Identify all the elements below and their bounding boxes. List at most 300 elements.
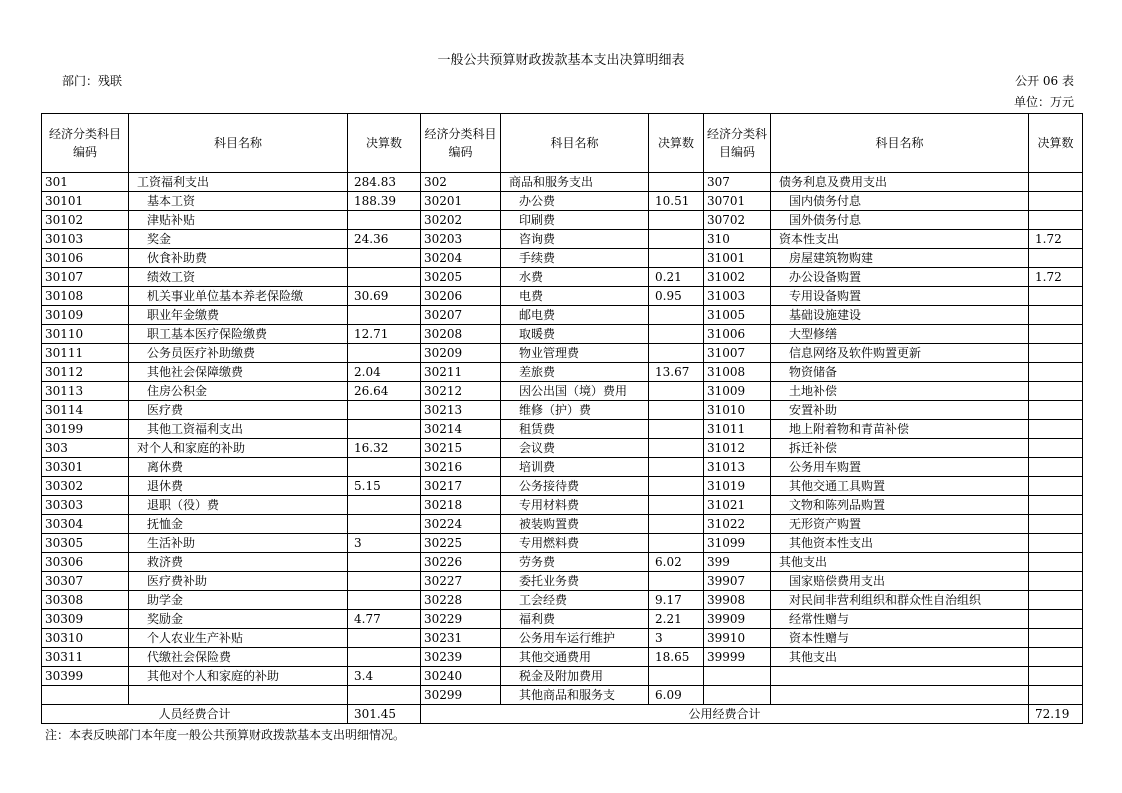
- code-cell: 30215: [421, 439, 501, 458]
- name-cell: 医疗费补助: [129, 572, 348, 591]
- name-cell: 公务用车购置: [771, 458, 1029, 477]
- table-row: [42, 496, 1083, 515]
- name-cell: 对个人和家庭的补助: [129, 439, 348, 458]
- code-cell: 30109: [42, 306, 129, 325]
- table-row: [42, 477, 1083, 496]
- name-cell: 物资储备: [771, 363, 1029, 382]
- name-cell: 办公设备购置: [771, 268, 1029, 287]
- amount-cell: 16.32: [348, 439, 421, 458]
- col-header-amount: 决算数: [348, 114, 421, 173]
- name-cell: 奖金: [129, 230, 348, 249]
- col-header-name: 科目名称: [771, 114, 1029, 173]
- code-cell: 30102: [42, 211, 129, 230]
- name-cell: 印刷费: [501, 211, 649, 230]
- name-cell: 物业管理费: [501, 344, 649, 363]
- code-cell: 30217: [421, 477, 501, 496]
- name-cell: 安置补助: [771, 401, 1029, 420]
- code-cell: 30216: [421, 458, 501, 477]
- name-cell: 住房公积金: [129, 382, 348, 401]
- code-cell: 30108: [42, 287, 129, 306]
- amount-cell: 2.21: [649, 610, 704, 629]
- name-cell: 退职（役）费: [129, 496, 348, 515]
- name-cell: 个人农业生产补贴: [129, 629, 348, 648]
- code-cell: 31008: [704, 363, 771, 382]
- code-cell: 31003: [704, 287, 771, 306]
- amount-cell: [649, 249, 704, 268]
- amount-cell: 24.36: [348, 230, 421, 249]
- code-cell: 39908: [704, 591, 771, 610]
- code-cell: 30103: [42, 230, 129, 249]
- code-cell: 30111: [42, 344, 129, 363]
- amount-cell: 284.83: [348, 173, 421, 192]
- code-cell: 31010: [704, 401, 771, 420]
- code-cell: 30309: [42, 610, 129, 629]
- name-cell: 手续费: [501, 249, 649, 268]
- name-cell: 职业年金缴费: [129, 306, 348, 325]
- code-cell: 30201: [421, 192, 501, 211]
- name-cell: 助学金: [129, 591, 348, 610]
- amount-cell: [1029, 344, 1083, 363]
- amount-cell: [1029, 534, 1083, 553]
- amount-cell: 26.64: [348, 382, 421, 401]
- amount-cell: [1029, 211, 1083, 230]
- table-row: [42, 648, 1083, 667]
- code-cell: 30226: [421, 553, 501, 572]
- amount-cell: [1029, 496, 1083, 515]
- name-cell: 办公费: [501, 192, 649, 211]
- name-cell: 国家赔偿费用支出: [771, 572, 1029, 591]
- col-header-name: 科目名称: [129, 114, 348, 173]
- name-cell: 对民间非营利组织和群众性自治组织: [771, 591, 1029, 610]
- code-cell: 30701: [704, 192, 771, 211]
- name-cell: 专用燃料费: [501, 534, 649, 553]
- personnel-total-label: 人员经费合计: [42, 705, 348, 724]
- code-cell: 30209: [421, 344, 501, 363]
- amount-cell: [1029, 439, 1083, 458]
- amount-cell: [1029, 553, 1083, 572]
- col-header-amount: 决算数: [1029, 114, 1083, 173]
- amount-cell: [1029, 249, 1083, 268]
- amount-cell: [1029, 667, 1083, 686]
- name-cell: 专用设备购置: [771, 287, 1029, 306]
- code-cell: 30299: [421, 686, 501, 705]
- code-cell: 30207: [421, 306, 501, 325]
- code-cell: [42, 686, 129, 705]
- table-row: [42, 325, 1083, 344]
- amount-cell: [649, 477, 704, 496]
- name-cell: 大型修缮: [771, 325, 1029, 344]
- amount-cell: [649, 572, 704, 591]
- amount-cell: [649, 325, 704, 344]
- code-cell: 301: [42, 173, 129, 192]
- name-cell: 退休费: [129, 477, 348, 496]
- form-number: 公开 06 表: [1015, 74, 1074, 88]
- amount-cell: [1029, 610, 1083, 629]
- name-cell: 会议费: [501, 439, 649, 458]
- amount-cell: [1029, 306, 1083, 325]
- name-cell: 其他支出: [771, 648, 1029, 667]
- table-row: [42, 591, 1083, 610]
- name-cell: 工会经费: [501, 591, 649, 610]
- code-cell: 31006: [704, 325, 771, 344]
- name-cell: 拆迁补偿: [771, 439, 1029, 458]
- amount-cell: [649, 458, 704, 477]
- name-cell: 公务员医疗补助缴费: [129, 344, 348, 363]
- code-cell: 31009: [704, 382, 771, 401]
- name-cell: 机关事业单位基本养老保险缴: [129, 287, 348, 306]
- table-row: [42, 629, 1083, 648]
- amount-cell: [348, 648, 421, 667]
- code-cell: 30308: [42, 591, 129, 610]
- code-cell: 31001: [704, 249, 771, 268]
- code-cell: 30231: [421, 629, 501, 648]
- amount-cell: [1029, 572, 1083, 591]
- code-cell: 31007: [704, 344, 771, 363]
- name-cell: 土地补偿: [771, 382, 1029, 401]
- amount-cell: [348, 344, 421, 363]
- amount-cell: 4.77: [348, 610, 421, 629]
- table-row: [42, 515, 1083, 534]
- col-header-name: 科目名称: [501, 114, 649, 173]
- name-cell: 其他对个人和家庭的补助: [129, 667, 348, 686]
- amount-cell: [348, 268, 421, 287]
- col-header-code: 经济分类科目编码: [42, 114, 129, 173]
- amount-cell: [1029, 648, 1083, 667]
- code-cell: 30307: [42, 572, 129, 591]
- name-cell: 商品和服务支出: [501, 173, 649, 192]
- code-cell: 30107: [42, 268, 129, 287]
- amount-cell: 9.17: [649, 591, 704, 610]
- name-cell: 国内债务付息: [771, 192, 1029, 211]
- amount-cell: 30.69: [348, 287, 421, 306]
- code-cell: 30199: [42, 420, 129, 439]
- code-cell: 31002: [704, 268, 771, 287]
- code-cell: 30214: [421, 420, 501, 439]
- code-cell: 30310: [42, 629, 129, 648]
- amount-cell: 13.67: [649, 363, 704, 382]
- name-cell: 基础设施建设: [771, 306, 1029, 325]
- table-row: [42, 553, 1083, 572]
- amount-cell: [348, 686, 421, 705]
- code-cell: 39907: [704, 572, 771, 591]
- name-cell: 基本工资: [129, 192, 348, 211]
- amount-cell: [1029, 686, 1083, 705]
- code-cell: 31019: [704, 477, 771, 496]
- name-cell: 租赁费: [501, 420, 649, 439]
- code-cell: 399: [704, 553, 771, 572]
- name-cell: 国外债务付息: [771, 211, 1029, 230]
- code-cell: 30228: [421, 591, 501, 610]
- name-cell: 其他支出: [771, 553, 1029, 572]
- table-row: [42, 173, 1083, 192]
- amount-cell: [1029, 458, 1083, 477]
- amount-cell: 1.72: [1029, 268, 1083, 287]
- amount-cell: [1029, 325, 1083, 344]
- name-cell: 资本性赠与: [771, 629, 1029, 648]
- name-cell: 奖励金: [129, 610, 348, 629]
- code-cell: 39910: [704, 629, 771, 648]
- amount-cell: [1029, 629, 1083, 648]
- amount-cell: [649, 306, 704, 325]
- code-cell: 30212: [421, 382, 501, 401]
- table-row: [42, 686, 1083, 705]
- amount-cell: 1.72: [1029, 230, 1083, 249]
- code-cell: 31022: [704, 515, 771, 534]
- code-cell: 30203: [421, 230, 501, 249]
- amount-cell: [1029, 363, 1083, 382]
- footnote: 注：本表反映部门本年度一般公共预算财政拨款基本支出明细情况。: [45, 728, 406, 742]
- name-cell: 咨询费: [501, 230, 649, 249]
- amount-cell: [649, 211, 704, 230]
- name-cell: 经常性赠与: [771, 610, 1029, 629]
- name-cell: 抚恤金: [129, 515, 348, 534]
- name-cell: 福利费: [501, 610, 649, 629]
- public-total-label: 公用经费合计: [421, 705, 1029, 724]
- amount-cell: [649, 420, 704, 439]
- public-total-value: 72.19: [1029, 705, 1083, 724]
- name-cell: 文物和陈列品购置: [771, 496, 1029, 515]
- department-label: 部门：残联: [62, 74, 123, 88]
- code-cell: 30306: [42, 553, 129, 572]
- code-cell: 30303: [42, 496, 129, 515]
- name-cell: 税金及附加费用: [501, 667, 649, 686]
- name-cell: 绩效工资: [129, 268, 348, 287]
- name-cell: 离休费: [129, 458, 348, 477]
- amount-cell: 6.02: [649, 553, 704, 572]
- name-cell: 津贴补贴: [129, 211, 348, 230]
- amount-cell: [649, 382, 704, 401]
- amount-cell: [348, 515, 421, 534]
- header-row: [42, 114, 1083, 173]
- table-row: [42, 192, 1083, 211]
- name-cell: 公务用车运行维护: [501, 629, 649, 648]
- table-row: [42, 610, 1083, 629]
- table-row: [42, 249, 1083, 268]
- amount-cell: 0.95: [649, 287, 704, 306]
- amount-cell: [348, 553, 421, 572]
- table-row: [42, 230, 1083, 249]
- amount-cell: 0.21: [649, 268, 704, 287]
- amount-cell: [649, 439, 704, 458]
- code-cell: 30202: [421, 211, 501, 230]
- name-cell: 医疗费: [129, 401, 348, 420]
- table-row: [42, 287, 1083, 306]
- table-row: [42, 363, 1083, 382]
- amount-cell: 3.4: [348, 667, 421, 686]
- amount-cell: [1029, 591, 1083, 610]
- amount-cell: [348, 458, 421, 477]
- amount-cell: 5.15: [348, 477, 421, 496]
- amount-cell: [348, 629, 421, 648]
- name-cell: 委托业务费: [501, 572, 649, 591]
- col-header-amount: 决算数: [649, 114, 704, 173]
- name-cell: 工资福利支出: [129, 173, 348, 192]
- unit-label: 单位：万元: [1013, 95, 1074, 109]
- expenditure-table: [41, 113, 1083, 724]
- name-cell: 差旅费: [501, 363, 649, 382]
- code-cell: 31012: [704, 439, 771, 458]
- code-cell: 30229: [421, 610, 501, 629]
- name-cell: 职工基本医疗保险缴费: [129, 325, 348, 344]
- code-cell: 30218: [421, 496, 501, 515]
- table-row: [42, 401, 1083, 420]
- amount-cell: [1029, 173, 1083, 192]
- code-cell: 30304: [42, 515, 129, 534]
- amount-cell: [1029, 420, 1083, 439]
- table-row: [42, 344, 1083, 363]
- amount-cell: [649, 344, 704, 363]
- amount-cell: [1029, 477, 1083, 496]
- name-cell: 取暖费: [501, 325, 649, 344]
- code-cell: 30240: [421, 667, 501, 686]
- amount-cell: 3: [649, 629, 704, 648]
- table-row: [42, 268, 1083, 287]
- name-cell: [129, 686, 348, 705]
- amount-cell: [1029, 192, 1083, 211]
- amount-cell: [649, 230, 704, 249]
- code-cell: 39999: [704, 648, 771, 667]
- table-row: [42, 439, 1083, 458]
- amount-cell: [649, 401, 704, 420]
- name-cell: 伙食补助费: [129, 249, 348, 268]
- name-cell: 培训费: [501, 458, 649, 477]
- name-cell: 劳务费: [501, 553, 649, 572]
- code-cell: 310: [704, 230, 771, 249]
- code-cell: [704, 686, 771, 705]
- table-row: [42, 458, 1083, 477]
- amount-cell: 10.51: [649, 192, 704, 211]
- amount-cell: [348, 496, 421, 515]
- amount-cell: [649, 515, 704, 534]
- code-cell: 30702: [704, 211, 771, 230]
- name-cell: 公务接待费: [501, 477, 649, 496]
- amount-cell: [649, 667, 704, 686]
- name-cell: 生活补助: [129, 534, 348, 553]
- name-cell: 电费: [501, 287, 649, 306]
- amount-cell: [348, 572, 421, 591]
- name-cell: 代缴社会保险费: [129, 648, 348, 667]
- code-cell: 30206: [421, 287, 501, 306]
- amount-cell: [1029, 287, 1083, 306]
- code-cell: 31011: [704, 420, 771, 439]
- code-cell: 30106: [42, 249, 129, 268]
- name-cell: 资本性支出: [771, 230, 1029, 249]
- name-cell: 因公出国（境）费用: [501, 382, 649, 401]
- code-cell: 30302: [42, 477, 129, 496]
- amount-cell: [348, 591, 421, 610]
- name-cell: 水费: [501, 268, 649, 287]
- name-cell: 被装购置费: [501, 515, 649, 534]
- amount-cell: [649, 534, 704, 553]
- totals-row: [42, 705, 1083, 724]
- name-cell: 其他商品和服务支: [501, 686, 649, 705]
- name-cell: 维修（护）费: [501, 401, 649, 420]
- code-cell: [704, 667, 771, 686]
- amount-cell: 12.71: [348, 325, 421, 344]
- code-cell: 30113: [42, 382, 129, 401]
- code-cell: 31099: [704, 534, 771, 553]
- name-cell: 邮电费: [501, 306, 649, 325]
- amount-cell: [348, 306, 421, 325]
- table-row: [42, 420, 1083, 439]
- name-cell: 其他交通费用: [501, 648, 649, 667]
- code-cell: 30305: [42, 534, 129, 553]
- amount-cell: [348, 249, 421, 268]
- table-row: [42, 306, 1083, 325]
- name-cell: 无形资产购置: [771, 515, 1029, 534]
- code-cell: 30114: [42, 401, 129, 420]
- code-cell: 31013: [704, 458, 771, 477]
- code-cell: 31005: [704, 306, 771, 325]
- amount-cell: 6.09: [649, 686, 704, 705]
- col-header-code: 经济分类科目编码: [704, 114, 771, 173]
- code-cell: 30110: [42, 325, 129, 344]
- name-cell: 地上附着物和青苗补偿: [771, 420, 1029, 439]
- amount-cell: [1029, 401, 1083, 420]
- name-cell: [771, 667, 1029, 686]
- code-cell: 30311: [42, 648, 129, 667]
- name-cell: 其他社会保障缴费: [129, 363, 348, 382]
- amount-cell: [1029, 382, 1083, 401]
- code-cell: 30224: [421, 515, 501, 534]
- code-cell: 30208: [421, 325, 501, 344]
- name-cell: 其他工资福利支出: [129, 420, 348, 439]
- amount-cell: 2.04: [348, 363, 421, 382]
- name-cell: 信息网络及软件购置更新: [771, 344, 1029, 363]
- code-cell: 30225: [421, 534, 501, 553]
- name-cell: 房屋建筑物购建: [771, 249, 1029, 268]
- amount-cell: [348, 211, 421, 230]
- code-cell: 30204: [421, 249, 501, 268]
- code-cell: 30211: [421, 363, 501, 382]
- col-header-code: 经济分类科目编码: [421, 114, 501, 173]
- code-cell: 31021: [704, 496, 771, 515]
- code-cell: 30213: [421, 401, 501, 420]
- table-body: [42, 173, 1083, 705]
- table-row: [42, 534, 1083, 553]
- name-cell: 专用材料费: [501, 496, 649, 515]
- amount-cell: [348, 420, 421, 439]
- code-cell: 30301: [42, 458, 129, 477]
- code-cell: 30227: [421, 572, 501, 591]
- table-row: [42, 572, 1083, 591]
- personnel-total-value: 301.45: [348, 705, 421, 724]
- name-cell: 其他资本性支出: [771, 534, 1029, 553]
- name-cell: 救济费: [129, 553, 348, 572]
- code-cell: 302: [421, 173, 501, 192]
- name-cell: [771, 686, 1029, 705]
- amount-cell: [1029, 515, 1083, 534]
- name-cell: 其他交通工具购置: [771, 477, 1029, 496]
- code-cell: 30112: [42, 363, 129, 382]
- code-cell: 303: [42, 439, 129, 458]
- code-cell: 39909: [704, 610, 771, 629]
- amount-cell: 3: [348, 534, 421, 553]
- amount-cell: [649, 496, 704, 515]
- code-cell: 307: [704, 173, 771, 192]
- table-row: [42, 211, 1083, 230]
- code-cell: 30205: [421, 268, 501, 287]
- amount-cell: [348, 401, 421, 420]
- amount-cell: 18.65: [649, 648, 704, 667]
- page-title: 一般公共预算财政拨款基本支出决算明细表: [437, 53, 685, 68]
- code-cell: 30239: [421, 648, 501, 667]
- table-row: [42, 667, 1083, 686]
- amount-cell: [649, 173, 704, 192]
- amount-cell: 188.39: [348, 192, 421, 211]
- code-cell: 30399: [42, 667, 129, 686]
- name-cell: 债务利息及费用支出: [771, 173, 1029, 192]
